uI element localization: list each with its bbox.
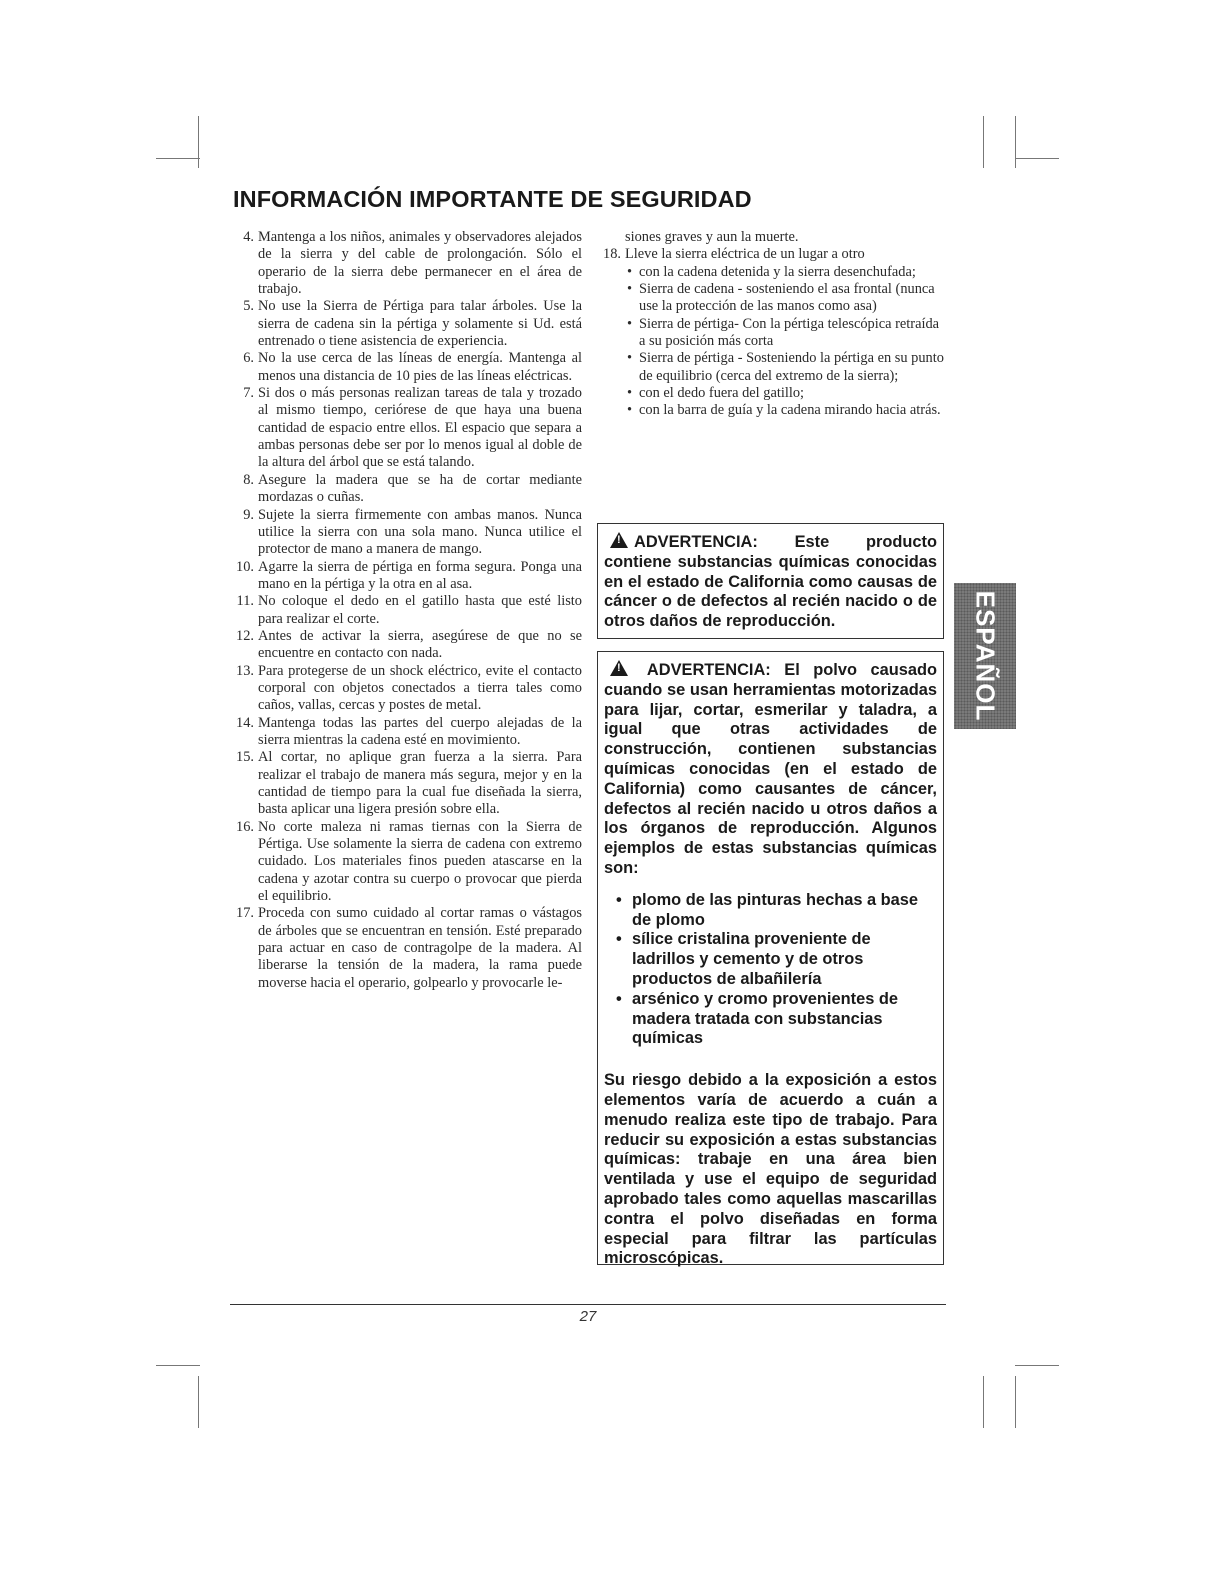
right-column [597, 229, 947, 420]
bullet-item: • Sierra de cadena - sosteniendo el asa frontal (nunca use la protección de las manos como asa) [625, 281, 947, 316]
list-item: 12. Antes de activar la sierra, asegúrese de que no se encuentre en contacto con nada. [236, 627, 582, 662]
list-item: 18. Lleve la sierra eléctrica de un lugar a otro [603, 246, 865, 263]
warning-closing: Su riesgo debido a la exposición a estos elementos varía de acuerdo a cuán a menudo realiza este tipo de trabajo. Para reducir su exposición a estas substancias químicas: trabaje en una área bien ventilada y use el equipo de seguridad aprobado tales como aquellas mascarillas contra el polvo diseñadas en forma especial para filtrar las partículas microscópicas. [604, 1071, 937, 1268]
warning-label: ADVERTENCIA: [634, 533, 758, 551]
bullet-item: • plomo de las pinturas hechas a base de plomo [614, 891, 937, 931]
page-number: 27 [579, 1308, 597, 1325]
list-item: 16. No corte maleza ni ramas tiernas con la Sierra de Pértiga. Use solamente la sierra de cadena con extremo cuidado. Los materiales finos pueden atascarse en la cadena y azotar contra su cuerpo o provocar que pierda el equilibrio. [236, 818, 582, 905]
crop-mark [1015, 116, 1016, 168]
warning-text: !ADVERTENCIA: Este producto contiene substancias químicas conocidas en el estado de California como causas de cáncer o de defectos al recién nacido o de otros daños de reproducción. [604, 532, 937, 632]
safety-list-left [230, 229, 582, 992]
crop-mark [1015, 1376, 1016, 1428]
crop-mark [156, 158, 200, 159]
list-item: 11. No coloque el dedo en el gatillo hasta que esté listo para realizar el corte. [236, 593, 582, 627]
bullet-item: • con la cadena detenida y la sierra desenchufada; [625, 264, 947, 281]
list-item: 5. No use la Sierra de Pértiga para talar árboles. Use la sierra de cadena sin la pértiga y solamente si Ud. está entrenado o tiene asistencia de experiencia. [243, 298, 582, 350]
left-column [230, 229, 582, 992]
bullet-item: • con el dedo fuera del gatillo; [625, 385, 947, 402]
crop-mark [156, 1365, 200, 1366]
warning-label: ADVERTENCIA: [646, 661, 771, 679]
crop-mark [983, 116, 984, 168]
bullet-item: • Sierra de pértiga- Con la pértiga telescópica retraída a su posición más corta [625, 316, 947, 351]
page-title: INFORMACIÓN IMPORTANTE DE SEGURIDAD [233, 186, 752, 212]
footer-rule [230, 1304, 946, 1305]
list-item: 4. Mantenga a los niños, animales y observadores alejados de la sierra y del cable de prolongación. Sólo el operario de la sierra debe permanecer en el área de trabajo. [243, 229, 582, 298]
item-continuation: siones graves y aun la muerte. [625, 229, 799, 245]
crop-mark [198, 116, 199, 168]
crop-mark [1015, 1365, 1059, 1366]
crop-mark [198, 1376, 199, 1428]
list-item: 15. Al cortar, no aplique gran fuerza a la sierra. Para realizar el trabajo de manera más segura, mejor y en la cantidad de tiempo para la cual fue diseñada la sierra, basta aplicar una ligera presión sobre ella. [236, 749, 582, 818]
bullet-item: • Sierra de pértiga - Sosteniendo la pértiga en su punto de equilibrio (cerca del extremo de la sierra); [625, 350, 947, 385]
warning-box-dust [597, 651, 944, 1268]
language-tab [954, 583, 1016, 729]
list-item: 8. Asegure la madera que se ha de cortar mediante mordazas o cuñas. [243, 471, 582, 506]
warning-text: ! ADVERTENCIA: El polvo causado cuando se usan herramientas motorizadas para lijar, cortar, esmerilar y taladra, a igual que otras actividades de construcción, contienen substancias químicas conocidas (en el estado de California) como causantes de cáncer, defectos al recién nacido u otros daños a los órganos de reproducción. Algunos ejemplos de estas substancias químicas son: [604, 660, 937, 879]
carry-bullets [597, 264, 947, 420]
bullet-item: • sílice cristalina proveniente de ladrillos y cemento y de otros productos de albañilería [614, 930, 937, 989]
list-item: 10. Agarre la sierra de pértiga en forma segura. Ponga una mano en la pértiga y la otra en al asa. [236, 558, 582, 592]
list-item: 6. No la use cerca de las líneas de energía. Mantenga al menos una distancia de 10 pies de las líneas eléctricas. [243, 350, 582, 384]
bullet-item: • con la barra de guía y la cadena mirando hacia atrás. [625, 402, 947, 419]
crop-mark [1015, 158, 1059, 159]
chemical-list [604, 891, 937, 1049]
warning-box-california [597, 523, 944, 639]
bullet-item: • arsénico y cromo provenientes de madera tratada con substancias químicas [614, 990, 937, 1049]
list-item: 7. Si dos o más personas realizan tareas de tala y trozado al mismo tiempo, ceriórese de que haya una buena cantidad de espacio entre ellos. El espacio que separa a ambas personas debe ser por lo menos igual al doble de la altura del árbol que se está talando. [243, 385, 582, 471]
warning-triangle-icon [610, 660, 628, 676]
list-item: 14. Mantenga todas las partes del cuerpo alejadas de la sierra mientras la cadena esté en movimiento. [236, 714, 582, 748]
crop-mark [983, 1376, 984, 1428]
list-item: 9. Sujete la sierra firmemente con ambas manos. Nunca utilice la sierra con una sola mano. Nunca utilice el protector de mano a manera de mango. [243, 506, 582, 558]
list-item: 17. Proceda con sumo cuidado al cortar ramas o vástagos de árboles que se encuentran en tensión. Esté preparado para actuar en caso de contragolpe de la madera. Al liberarse la tensión de la madera, la rama puede moverse hacia el operario, golpearlo y provocarle le- [236, 905, 582, 991]
warning-triangle-icon [610, 532, 628, 548]
language-tab-label: ESPAÑOL [970, 590, 1001, 722]
safety-list-right [597, 246, 947, 263]
list-item: 13. Para protegerse de un shock eléctrico, evite el contacto corporal con objetos conectados a tierra tales como caños, vallas, cercas y postes de metal. [236, 662, 582, 714]
